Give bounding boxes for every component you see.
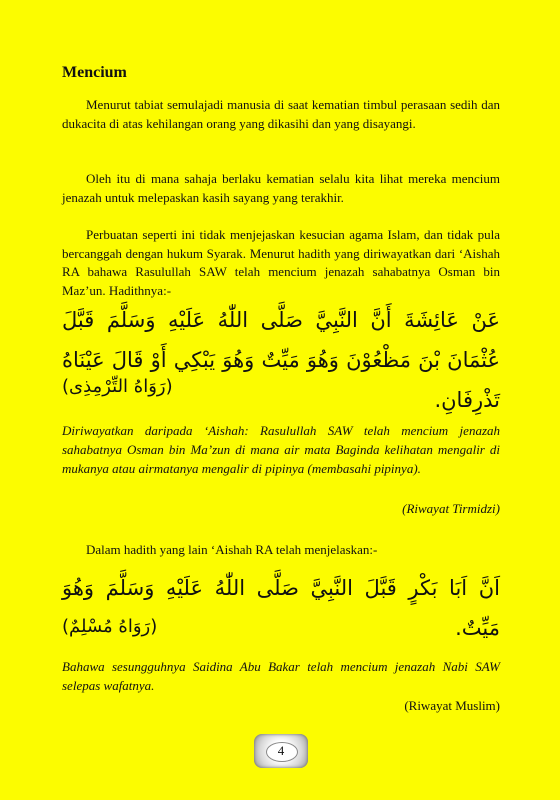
paragraph-1 bbox=[62, 96, 500, 133]
hadith-2-intro bbox=[62, 541, 500, 560]
hadith-1-arabic: عَنْ عَائِشَةَ أَنَّ النَّبِيَّ صَلَّى اللّٰهُ عَلَيْهِ وَسَلَّمَ قَبَّلَ عُثْمَانَ بْنَ مَظْعُوْنَ وَهُوَ مَيِّتٌ وَهُوَ يَبْكِي أَوْ قَالَ عَيْنَاهُ تَذْرِفَانِ. bbox=[62, 308, 500, 412]
hadith-2-arabic-reference: (رَوَاهُ مُسْلِمٌ) bbox=[62, 616, 158, 637]
hadith-2-translation: Bahawa sesungguhnya Saidina Abu Bakar telah mencium jenazah Nabi SAW selepas wafatnya. bbox=[62, 659, 500, 693]
paragraph-2 bbox=[62, 170, 500, 207]
hadith-2-source: (Riwayat Muslim) bbox=[404, 698, 500, 713]
paragraph-2-text: Oleh itu di mana sahaja berlaku kematian selalu kita lihat mereka mencium jenazah untuk melepaskan kasih sayang yang terakhir. bbox=[62, 171, 500, 205]
hadith-2-arabic: اَنَّ اَبَا بَكْرٍ قَبَّلَ النَّبِيَّ صَلَّى اللّٰهُ عَلَيْهِ وَسَلَّمَ وَهُوَ مَيِّتٌ. bbox=[62, 576, 500, 640]
page-number-badge bbox=[254, 734, 308, 768]
page-number: 4 bbox=[277, 743, 285, 758]
paragraph-1-text: Menurut tabiat semulajadi manusia di saat kematian timbul perasaan sedih dan dukacita di atas kehilangan orang yang dikasihi dan yang disayangi. bbox=[62, 97, 500, 131]
hadith-1-source: (Riwayat Tirmidzi) bbox=[402, 501, 500, 516]
hadith-1-arabic-reference: (رَوَاهُ التِّرْمِذِى) bbox=[62, 376, 173, 397]
hadith-2-intro-text: Dalam hadith yang lain ‘Aishah RA telah menjelaskan:- bbox=[86, 542, 378, 557]
section-title: Mencium bbox=[62, 64, 127, 81]
hadith-1-translation: Diriwayatkan daripada ‘Aishah: Rasulullah SAW telah mencium jenazah sahabatnya Osman bin Ma’zun di mana air mata Baginda kelihatan mengalir di mukanya atau airmatanya mengalir di pipinya (membasahi pipinya). bbox=[62, 423, 500, 476]
paragraph-3 bbox=[62, 226, 500, 300]
paragraph-3-text: Perbuatan seperti ini tidak menjejaskan kesucian agama Islam, dan tidak pula bercanggah dengan hukum Syarak. Menurut hadith yang diriwayatkan dari ‘Aishah RA bahawa Rasulullah SAW telah mencium jenazah sahabatnya Osman bin Maz’un. Hadithnya:- bbox=[62, 227, 500, 298]
